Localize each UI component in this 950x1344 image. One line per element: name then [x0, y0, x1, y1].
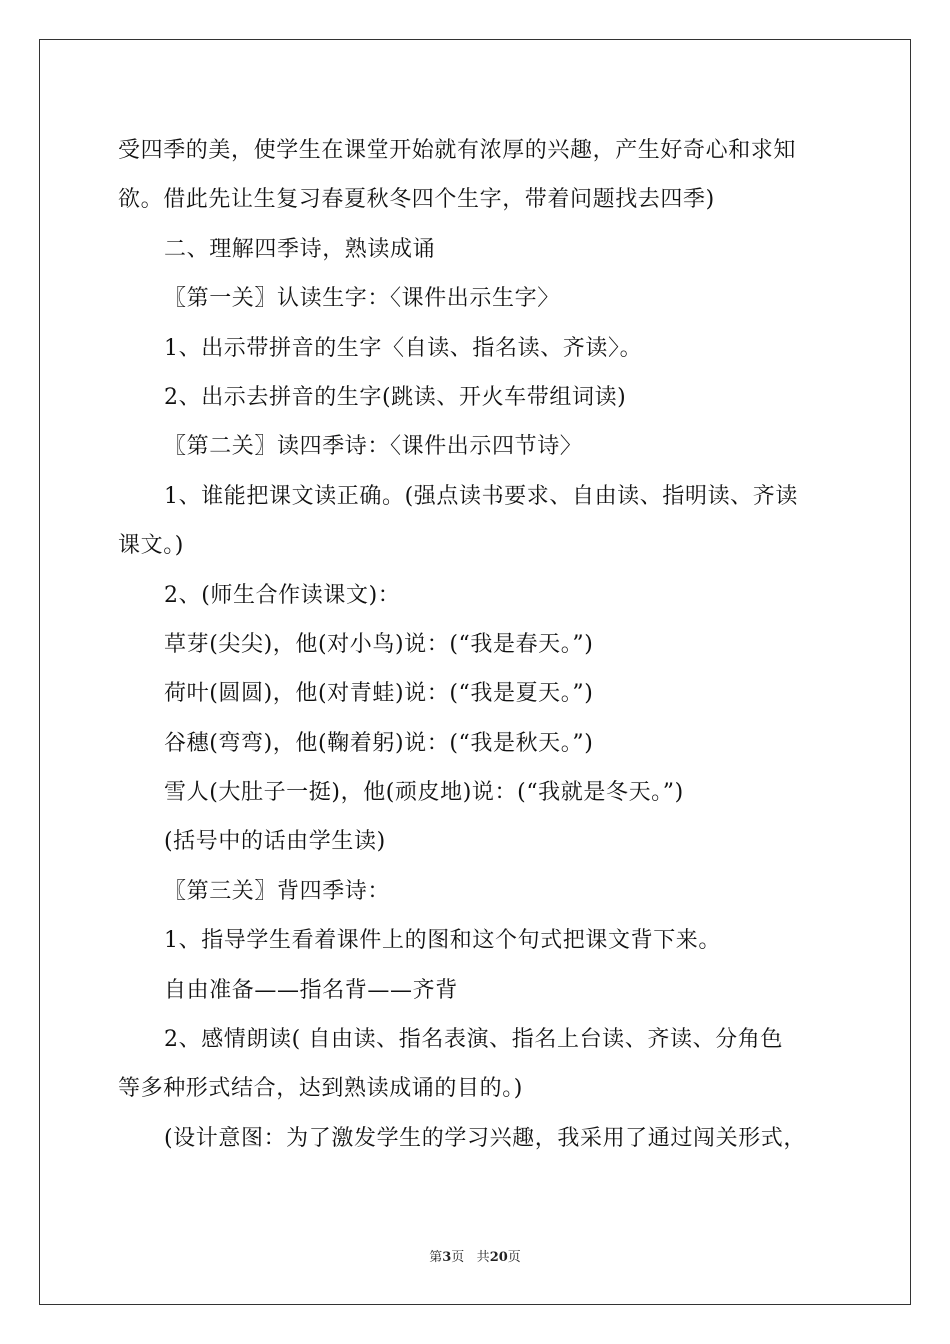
poem-line: 荷叶(圆圆)，他(对青蛙)说：(“我是夏天。”): [164, 681, 594, 707]
document-body: [118, 126, 838, 1163]
level-heading: 〖第二关〗读四季诗：〈课件出示四节诗〉: [164, 434, 583, 460]
text-line: (括号中的话由学生读): [164, 829, 386, 855]
section-heading: 二、理解四季诗，熟读成诵: [164, 236, 436, 262]
total-suffix: 页: [507, 1250, 521, 1265]
text-line: (设计意图：为了激发学生的学习兴趣，我采用了通过闯关形式，: [164, 1125, 806, 1151]
text-line: 2、感情朗读( 自由读、指名表演、指名上台读、齐读、分角色: [164, 1027, 783, 1053]
poem-line: 谷穗(弯弯)，他(鞠着躬)说：(“我是秋天。”): [164, 730, 594, 756]
text-line: 1、出示带拼音的生字〈自读、指名读、齐读〉。: [164, 335, 643, 361]
text-line: 受四季的美，使学生在课堂开始就有浓厚的兴趣，产生好奇心和求知: [118, 138, 797, 163]
level-heading: 〖第一关〗认读生字：〈课件出示生字〉: [164, 286, 560, 312]
text-line: 自由准备——指名背——齐背: [164, 977, 458, 1003]
text-line: 等多种形式结合，达到熟读成诵的目的。): [118, 1076, 523, 1102]
page-suffix: 页: [451, 1250, 465, 1265]
text-line: 2、出示去拼音的生字(跳读、开火车带组词读): [164, 384, 627, 410]
text-line: 课文。): [118, 533, 184, 559]
page-number: 3: [442, 1250, 452, 1265]
text-line: 欲。借此先让生复习春夏秋冬四个生字，带着问题找去四季): [118, 187, 715, 213]
total-prefix: 共: [476, 1250, 490, 1265]
poem-line: 草芽(尖尖)，他(对小鸟)说：(“我是春天。”): [164, 631, 594, 657]
text-line: 2、(师生合作读课文)：: [164, 582, 401, 608]
level-heading: 〖第三关〗背四季诗：: [164, 878, 391, 904]
page-prefix: 第: [429, 1250, 443, 1265]
text-line: 1、谁能把课文读正确。(强点读书要求、自由读、指明读、齐读: [164, 483, 798, 509]
total-pages: 20: [489, 1250, 508, 1265]
text-line: 1、指导学生看着课件上的图和这个句式把课文背下来。: [164, 928, 721, 954]
poem-line: 雪人(大肚子一挺)，他(顽皮地)说：(“我就是冬天。”): [164, 780, 684, 806]
page-footer: [0, 1246, 950, 1265]
